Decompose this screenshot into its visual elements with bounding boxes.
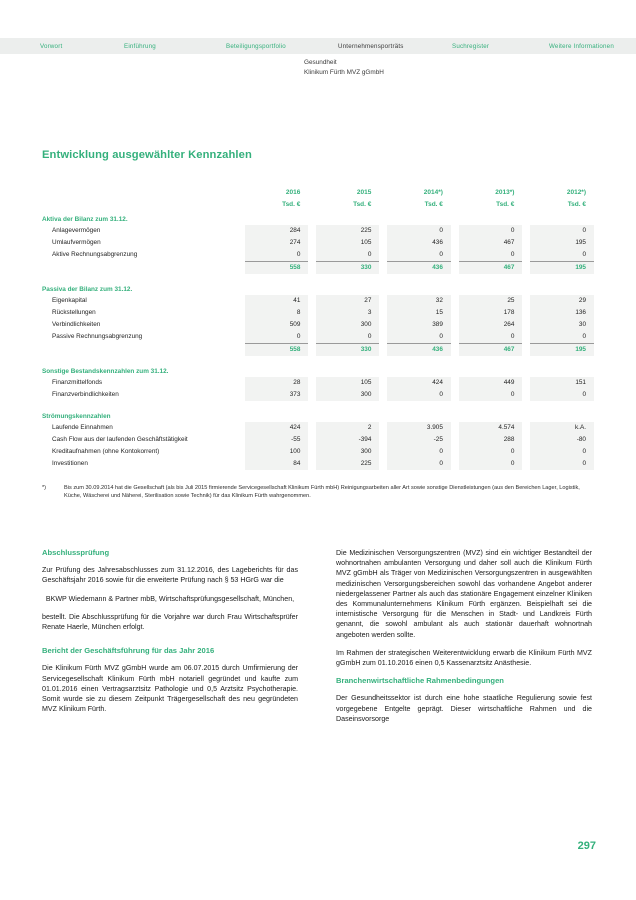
col-unit-4: Tsd. € xyxy=(567,200,586,208)
table-row: Verbindlichkeiten 509 300 389 264 30 xyxy=(42,319,594,331)
col-header-year-0: 2016 xyxy=(285,189,301,196)
table-section-title: Strömungskennzahlen xyxy=(42,413,111,420)
page-number: 297 xyxy=(577,840,596,852)
footnote-text: Bis zum 30.09.2014 hat die Gesellschaft (als bis Juli 2015 firmierende Servicegesellschaft Klinikum Fürth mbH) Reinigungsarbeiten aller Art sowie sonstige Dienstleistungen (aus den Bereichen Lager, Logistik, Küche, Wäscherei und Näherei, Sterilisation sowie Technik) für das Klinikum Fürth wahrgenommen. xyxy=(64,485,580,500)
key-figures-table xyxy=(42,188,594,470)
table-row: Eigenkapital 41 27 32 25 29 xyxy=(42,295,594,307)
nav-item-vorwort[interactable]: Vorwort xyxy=(40,42,63,50)
top-navigation-bar xyxy=(0,38,636,54)
col-unit-2: Tsd. € xyxy=(424,200,443,208)
table-header-units xyxy=(42,200,594,212)
nav-item-suchregister[interactable]: Suchregister xyxy=(452,42,490,50)
col-unit-1: Tsd. € xyxy=(353,200,372,208)
nav-item-unternehmensportraits[interactable]: Unternehmensporträts xyxy=(338,42,404,50)
table-spacer xyxy=(42,356,594,363)
table-row: Anlagevermögen 284 225 0 0 0 xyxy=(42,225,594,237)
col-header-year-3: 2013*) xyxy=(495,189,515,196)
table-total-row: 558 330 436 467 195 xyxy=(42,344,594,357)
section-heading-rahmenbedingungen: Branchenwirtschaftliche Rahmenbedingungen xyxy=(336,676,504,686)
table-spacer xyxy=(42,274,594,281)
page-title: Entwicklung ausgewählter Kennzahlen xyxy=(42,149,252,161)
table-row: Umlaufvermögen 274 105 436 467 195 xyxy=(42,237,594,249)
paragraph: Die Klinikum Fürth MVZ gGmbH wurde am 06.07.2015 durch Umfirmierung der Servicegesellschaft Klinikum Fürth mbH notariell gegründet und kaufte zum 01.01.2016 einen Vertragsarztsitz Pathologie und 0,5 Arztsitz Psychotherapie. Somit wurde sie zu diesem Zeitpunkt Trägergesellschaft des neu gegründeten MVZ Klinikum Fürth. xyxy=(42,664,298,714)
section-heading-bericht: Bericht der Geschäftsführung für das Jahr 2016 xyxy=(42,646,215,656)
col-unit-0: Tsd. € xyxy=(282,200,301,208)
table-row: Cash Flow aus der laufenden Geschäftstätigkeit -55 -394 -25 288 -80 xyxy=(42,434,594,446)
table-row: Kreditaufnahmen (ohne Kontokorrent) 100 300 0 0 0 xyxy=(42,446,594,458)
breadcrumb xyxy=(304,58,384,77)
table-footnote xyxy=(42,484,594,501)
paragraph: bestellt. Die Abschlussprüfung für die Vorjahre war durch Frau Wirtschaftsprüfer Renate Haerle, München erfolgt. xyxy=(42,612,298,632)
section-heading-abschlusspruefung: Abschlussprüfung xyxy=(42,548,110,557)
breadcrumb-category: Gesundheit xyxy=(304,59,337,66)
auditor-name: BKWP Wiedemann & Partner mbB, Wirtschaftsprüfungsgesellschaft, München, xyxy=(45,594,295,603)
footnote-marker: *) xyxy=(42,485,47,491)
table-section-title: Aktiva der Bilanz zum 31.12. xyxy=(42,216,128,223)
table-total-row: 558 330 436 467 195 xyxy=(42,262,594,275)
col-header-year-4: 2012*) xyxy=(566,189,586,196)
table-row: Finanzverbindlichkeiten 373 300 0 0 0 xyxy=(42,389,594,401)
nav-item-einfuehrung[interactable]: Einführung xyxy=(124,42,156,50)
nav-item-weitere-informationen[interactable]: Weitere Informationen xyxy=(549,42,614,50)
table-header-years xyxy=(42,188,594,200)
table-spacer xyxy=(42,401,594,408)
col-header-year-1: 2015 xyxy=(356,189,372,196)
paragraph: Zur Prüfung des Jahresabschlusses zum 31.12.2016, des Lageberichts für das Geschäftsjahr 2016 sowie für die erweiterte Prüfung nach § 53 HGrG war die xyxy=(42,566,298,585)
paragraph: Die Medizinischen Versorgungszentren (MVZ) sind ein wichtiger Bestandteil der wohnortnahen ambulanten Versorgung und daher soll auch die Klinikum Fürth MVZ gGmbH als Träger von Medizinischen Versorgungszentren in ausgewählten medizinischen Versorgungsbereichen sowohl das vorhandene Angebot anderer niedergelassener Partner als auch das stationäre Engagement einzelner Kliniken des Kommunalunternehmens Klinikum Fürth ergänzen. Beispielhaft sei die internistische Versorgung für die Menschen in Stadt- und Landkreis Fürth genannt, die sowohl ambulant als auch stationär dauerhaft wohnortnah angeboten werden sollte. xyxy=(336,549,592,639)
table-section-title: Passiva der Bilanz zum 31.12. xyxy=(42,286,133,293)
col-header-year-2: 2014*) xyxy=(423,189,443,196)
breadcrumb-company: Klinikum Fürth MVZ gGmbH xyxy=(304,68,384,76)
table-row: Passive Rechnungsabgrenzung 0 0 0 0 0 xyxy=(42,331,594,344)
table-row: Laufende Einnahmen 424 2 3.905 4.574 k.A. xyxy=(42,422,594,434)
col-unit-3: Tsd. € xyxy=(496,200,515,208)
right-text-column xyxy=(336,548,592,732)
paragraph: Der Gesundheitssektor ist durch eine hohe staatliche Regulierung sowie fest vorgegebene Entgelte geprägt. Dieser wirtschaftliche Rahmen und die Daseinsvorsorge xyxy=(336,694,592,723)
left-text-column xyxy=(42,548,298,722)
nav-item-beteiligungsportfolio[interactable]: Beteiligungsportfolio xyxy=(226,42,286,50)
table-row: Investitionen 84 225 0 0 0 xyxy=(42,458,594,470)
table-row: Rückstellungen 8 3 15 178 136 xyxy=(42,307,594,319)
table-section-title: Sonstige Bestandskennzahlen zum 31.12. xyxy=(42,368,169,375)
table-row: Aktive Rechnungsabgrenzung 0 0 0 0 0 xyxy=(42,249,594,262)
table-row: Finanzmittelfonds 28 105 424 449 151 xyxy=(42,377,594,389)
paragraph: Im Rahmen der strategischen Weiterentwicklung erwarb die Klinikum Fürth MVZ gGmbH zum 01.10.2016 einen 0,5 Kassenarztsitz Anästhesie. xyxy=(336,648,592,668)
